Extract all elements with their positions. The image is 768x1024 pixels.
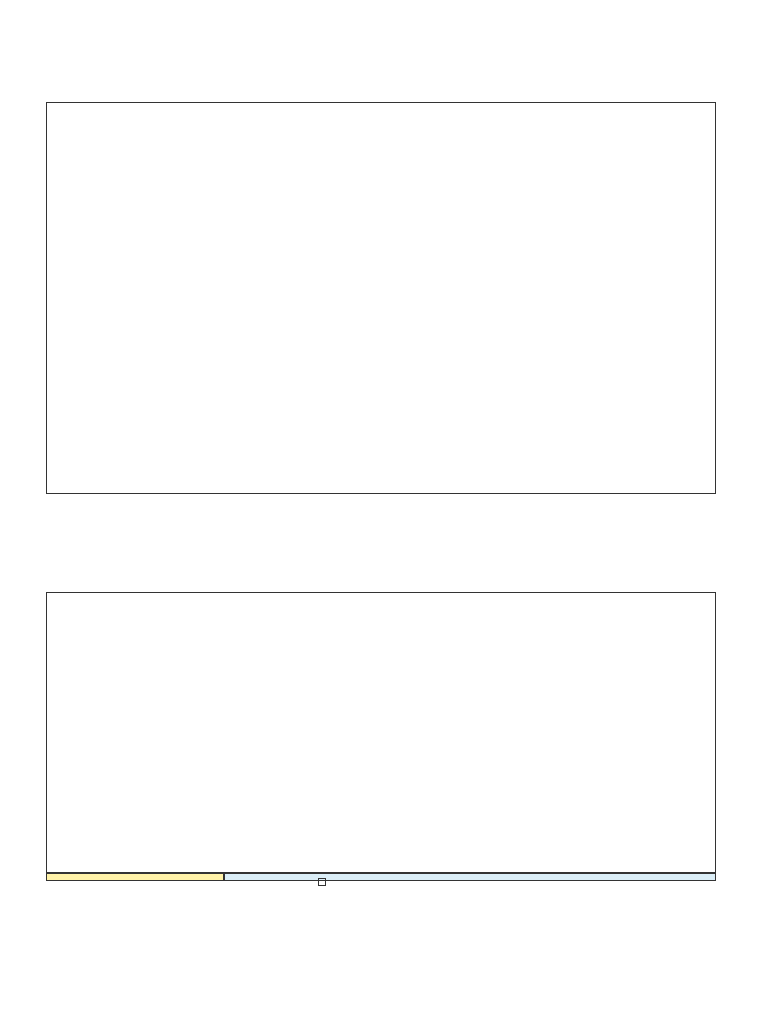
jumlah-label — [46, 873, 224, 881]
jumlah-value — [224, 873, 716, 881]
schedule-table-top — [46, 102, 716, 494]
jumlah-row — [46, 873, 716, 881]
schedule-table-bottom — [46, 592, 716, 873]
scroll-handle[interactable] — [318, 878, 326, 886]
